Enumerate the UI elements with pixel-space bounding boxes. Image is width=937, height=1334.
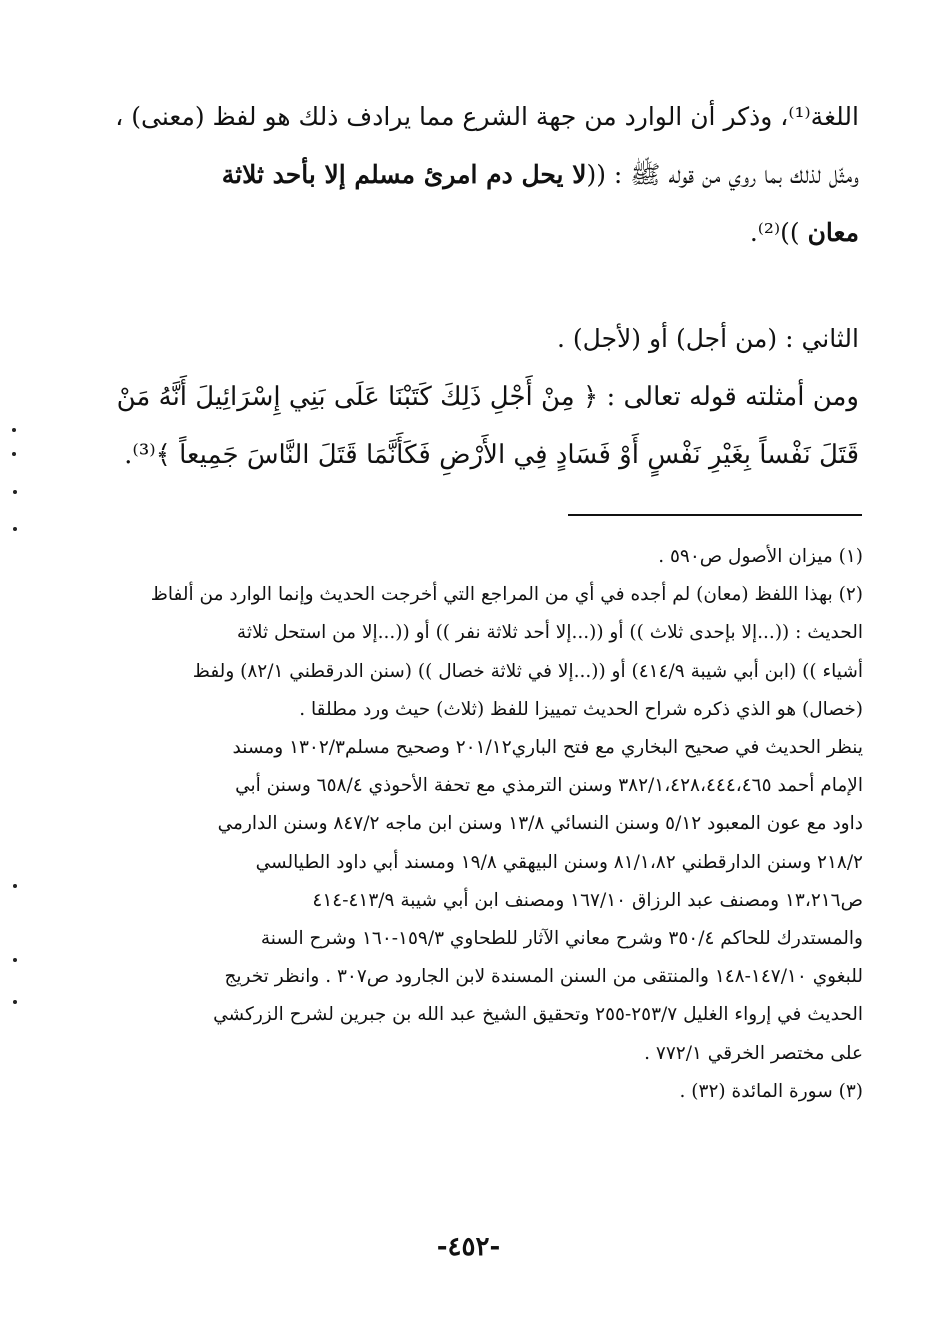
hadith-intro: ومثّل لذلك بما روي من قوله ﷺ : (( (586, 160, 859, 189)
page-number: -٤٥٢- (436, 1232, 501, 1262)
footnote-3: (٣) سورة المائدة (٣٢) . (679, 1080, 863, 1102)
scan-dot-mark (13, 958, 17, 962)
body-line-4: الثاني : (من أجل) أو (لأجل) . (556, 324, 859, 353)
scan-dot-mark (13, 884, 17, 888)
scan-dot-mark (12, 428, 16, 432)
scan-dot-mark (13, 1000, 17, 1004)
hadith-quote: لا يحل دم امرئ مسلم إلا بأحد ثلاثة (221, 160, 587, 189)
footnote-2-line-3: أشياء )) (ابن أبي شيبة ٤١٤/٩) أو ((...إلا في ثلاثة خصال )) (سنن الدرقطني ٨٢/١) ولفظ (192, 660, 863, 682)
footnote-2-line-10: والمستدرك للحاكم ٣٥٠/٤ وشرح معاني الآثار للطحاوي ١٥٩/٣-١٦٠ وشرح السنة (260, 928, 863, 950)
footnote-2-line-5: ينظر الحديث في صحيح البخاري مع فتح الباري٢٠١/١٢ وصحيح مسلم١٣٠٢/٣ ومسند (232, 737, 863, 759)
footnote-2-line-1: (٢) بهذا اللفظ (معان) لم أجده في أي من المراجع التي أخرجت الحديث وإنما الوارد من ألفاظ (150, 584, 863, 606)
footnote-1: (١) ميزان الأصول ص٥٩٠ . (658, 546, 863, 567)
footnote-2-line-4: (خصال) هو الذي ذكره شراح الحديث تمييزا للفظ (ثلاث) حيث ورد مطلقا . (299, 698, 863, 720)
footnote-2-line-12: الحديث في إرواء الغليل ٢٥٣/٧-٢٥٥ وتحقيق الشيخ عبد الله بن جبرين لشرح الزركشي (213, 1004, 863, 1026)
footnotes (98, 538, 863, 1111)
footnote-2-line-13: على مختصر الخرقي ٧٧٢/١ . (644, 1042, 863, 1064)
hadith-close: ))⁽²⁾. (749, 218, 800, 247)
footnote-divider (568, 514, 862, 516)
footnote-2-line-6: الإمام أحمد ٣٨٢/١،٤٢٨،٤٤٤،٤٦٥ وسنن الترمذي مع تحفة الأحوذي ٦٥٨/٤ وسنن أبي (235, 775, 863, 797)
footnote-2-line-2: الحديث : ((...إلا بإحدى ثلاث )) أو ((...إلا أحد ثلاثة نفر )) أو ((...إلا من استحل ثلاثة (236, 622, 863, 644)
scan-dot-mark (13, 527, 17, 531)
paragraph-gap (110, 262, 859, 310)
footnote-2-line-11: للبغوي ١٤٧/١٠-١٤٨ والمنتقى من السنن المسندة لابن الجارود ص٣٠٧ . وانظر تخريج (224, 966, 863, 988)
main-text (110, 88, 859, 484)
body-line-2 (110, 146, 859, 204)
footnote-2-line-9: ص١٣،٢١٦ ومصنف عبد الرزاق ١٦٧/١٠ ومصنف ابن أبي شيبة ٤١٣/٩-٤١٤ (312, 889, 863, 911)
verse-line-2: قَتَلَ نَفْساً بِغَيْرِ نَفْسٍ أَوْ فَسَادٍ فِي الأَرْضِ فَكَأَنَّمَا قَتَلَ النَّاسَ جَمِيعاً ﴾⁽³⁾. (124, 440, 859, 470)
hadith-quote-end: معان (807, 218, 859, 247)
footnote-2-line-8: ٢١٨/٢ وسنن الدارقطني ٨١/١،٨٢ وسنن البيهقي ١٩/٨ ومسند أبي داود الطيالسي (255, 851, 863, 873)
scan-dot-mark (13, 490, 17, 494)
body-line-1: اللغة⁽¹⁾، وذكر أن الوارد من جهة الشرع مما يرادف ذلك هو لفظ (معنى) ، (115, 102, 859, 131)
scan-dot-mark (12, 452, 16, 456)
footnote-2-line-7: داود مع عون المعبود ٥/١٢ وسنن النسائي ١٣/٨ وسنن ابن ماجه ٨٤٧/٢ وسنن الدارمي (217, 813, 863, 835)
body-line-3 (110, 204, 859, 262)
verse-line-1: ومن أمثلته قوله تعالى : ﴿ مِنْ أَجْلِ ذَلِكَ كَتَبْنَا عَلَى بَنِي إِسْرَائِيلَ أَنَّهُ مَنْ (116, 382, 859, 412)
